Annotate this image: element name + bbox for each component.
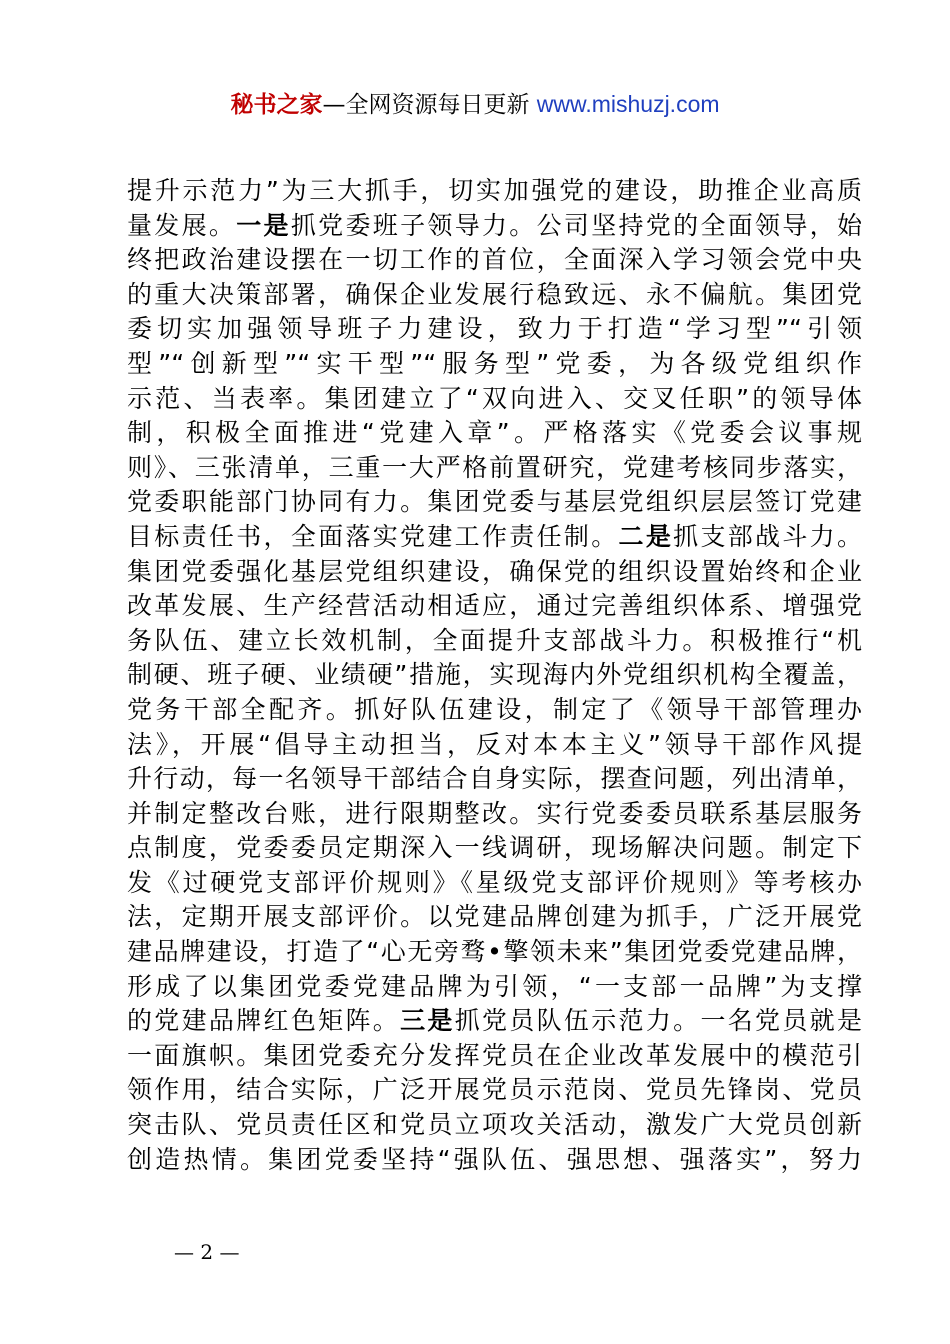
text-segment: 型”“创新型”“实干型”“服务型”党委，为各级党组织作 [127,348,862,378]
text-line [127,762,862,797]
text-line [127,382,862,417]
text-segment: 量发展。 [127,210,237,240]
text-segment: 领作用，结合实际，广泛开展党员示范岗、党员先锋岗、党员 [127,1075,862,1105]
text-line [127,900,862,935]
text-segment: 发《过硬党支部评价规则》《星级党支部评价规则》等考核办 [127,867,862,897]
text-segment: 示范、当表率。集团建立了“双向进入、交叉任职”的领导体 [127,383,862,413]
site-url[interactable]: www.mishuzj.com [536,91,720,117]
bold-marker: 三是 [400,1006,455,1036]
text-segment: 抓支部战斗力。 [673,521,862,551]
text-line [127,866,862,901]
text-line [127,1039,862,1074]
text-line [127,693,862,728]
bold-marker: 二是 [618,521,674,551]
page-number: — 2 — [174,1240,240,1264]
text-segment: 终把政治建设摆在一切工作的首位，全面深入学习领会党中央 [127,245,862,275]
text-line [127,209,862,244]
text-segment: 一面旗帜。集团党委充分发挥党员在企业改革发展中的模范引 [127,1040,862,1070]
text-line [127,1073,862,1108]
text-line [127,451,862,486]
text-line [127,797,862,832]
text-line [127,658,862,693]
text-segment: 创造热情。集团党委坚持“强队伍、强思想、强落实”，努力 [127,1144,862,1174]
text-line [127,174,862,209]
text-segment: 并制定整改台账，进行限期整改。实行党委委员联系基层服务 [127,798,862,828]
text-segment: 务队伍、建立长效机制，全面提升支部战斗力。积极推行“机 [127,625,862,655]
text-line [127,1004,862,1039]
text-segment: 则》、三张清单，三重一大严格前置研究，党建考核同步落实， [127,452,862,482]
text-line [127,831,862,866]
text-segment: 党委职能部门协同有力。集团党委与基层党组织层层签订党建 [127,487,862,517]
text-line [127,624,862,659]
text-segment: 形成了以集团党委党建品牌为引领，“一支部一品牌”为支撑 [127,971,862,1001]
text-line [127,485,862,520]
text-line [127,416,862,451]
text-segment: 抓党委班子领导力。公司坚持党的全面领导，始 [290,210,862,240]
text-segment: 委切实加强领导班子力建设，致力于打造“学习型”“引领 [127,314,862,344]
text-line [127,589,862,624]
text-segment: 的重大决策部署，确保企业发展行稳致远、永不偏航。集团党 [127,279,862,309]
text-segment: 改革发展、生产经营活动相适应，通过完善组织体系、增强党 [127,591,862,621]
brand-name: 秘书之家 [230,92,323,118]
text-line [127,347,862,382]
text-line [127,520,862,555]
text-line [127,1108,862,1143]
text-segment: 突击队、党员责任区和党员立项攻关活动，激发广大党员创新 [127,1110,862,1140]
text-line [127,243,862,278]
text-segment: 的党建品牌红色矩阵。 [127,1006,401,1036]
text-segment: 集团党委强化基层党组织建设，确保党的组织设置始终和企业 [127,556,862,586]
document-body [127,174,862,1177]
text-segment: 升行动，每一名领导干部结合自身实际，摆查问题，列出清单， [127,764,862,794]
text-line [127,278,862,313]
text-line [127,312,862,347]
text-segment: 法》，开展“倡导主动担当，反对本本主义”领导干部作风提 [127,729,862,759]
text-segment: 制，积极全面推进“党建入章”。严格落实《党委会议事规 [127,418,862,448]
bold-marker: 一是 [236,210,291,240]
text-segment: 制硬、班子硬、业绩硬”措施，实现海内外党组织机构全覆盖， [127,660,862,690]
text-segment: 目标责任书，全面落实党建工作责任制。 [127,521,619,551]
text-segment: 建品牌建设，打造了“心无旁骛•擎领未来”集团党委党建品牌， [127,937,862,967]
text-segment: 点制度，党委委员定期深入一线调研，现场解决问题。制定下 [127,833,862,863]
text-segment: 提升示范力”为三大抓手，切实加强党的建设，助推企业高质 [127,176,862,205]
header-slogan: —全网资源每日更新 [322,92,537,118]
text-segment: 抓党员队伍示范力。一名党员就是 [454,1006,862,1036]
text-line [127,728,862,763]
text-segment: 党务干部全配齐。抓好队伍建设，制定了《领导干部管理办 [127,694,862,724]
text-line [127,935,862,970]
text-segment: 法，定期开展支部评价。以党建品牌创建为抓手，广泛开展党 [127,902,862,932]
text-line [127,1143,862,1178]
text-line [127,970,862,1005]
site-header [0,86,950,123]
text-line [127,555,862,590]
